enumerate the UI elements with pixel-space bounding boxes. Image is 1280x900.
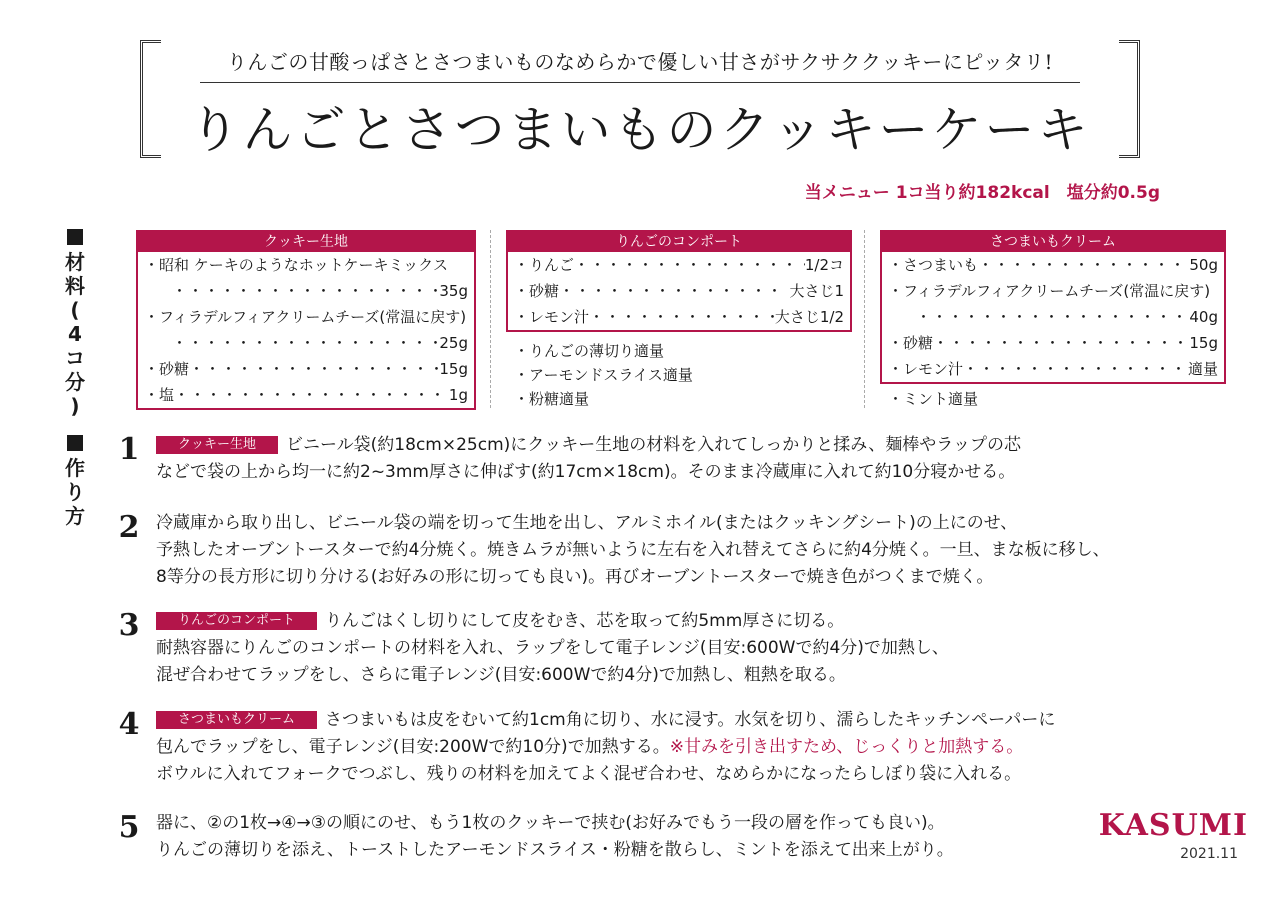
- ingredient-row: ・砂糖 ・・・・・・・・・・・・・・・・・・・・・・・・・・・・・・・・・・・・・・・・・・・・・ 15g: [882, 330, 1224, 356]
- column-divider: [864, 230, 865, 408]
- sweet-potato-cream-heading: さつまいもクリーム: [882, 232, 1224, 252]
- recipe-header: [140, 40, 1140, 160]
- publish-date: 2021.11: [1180, 846, 1238, 862]
- step-number: 3: [118, 608, 140, 643]
- steps-label-text: 作 り 方: [65, 456, 85, 528]
- step-tag: クッキー生地: [156, 436, 278, 454]
- step-number: 5: [118, 810, 140, 845]
- column-divider: [490, 230, 491, 408]
- kasumi-logo: KASUMI: [1098, 808, 1248, 843]
- sweet-potato-cream-box: [880, 230, 1226, 384]
- step-number: 4: [118, 707, 140, 742]
- ingredients-label: [62, 226, 88, 418]
- ingredient-row: ・砂糖 ・・・・・・・・・・・・・・・・・・・・・・・・・・・・・・・・・・・・・・・・・・・・・ 15g: [138, 356, 474, 382]
- step-text: さつまいもクリーム さつまいもは皮をむいて約1cm角に切り、水に浸す。水気を切り、濡らしたキッチンペーパーに 包んでラップをし、電子レンジ(目安:200Wで約10分)で加熱する。※甘みを引き出すため、じっくりと加熱する。 ボウルに入れてフォークでつぶし、残りの材料を加えてよく混ぜ合わせ、なめらかになったらしぼり袋に入れる。: [156, 710, 1056, 784]
- square-bullet-icon: [67, 435, 83, 451]
- ingredient-row: ・塩 ・・・・・・・・・・・・・・・・・・・・・・・・・・・・・・・・・・・・・・・・・・・・・ 1g: [138, 382, 474, 408]
- nutrition-info: 当メニュー 1コ当り約182kcal 塩分約0.5g: [804, 183, 1160, 203]
- ingredient-row: ・フィラデルフィアクリームチーズ(常温に戻す): [888, 282, 1211, 300]
- compote-heading: りんごのコンポート: [508, 232, 850, 252]
- recipe-title: りんごとさつまいものクッキーケーキ: [189, 101, 1091, 159]
- recipe-subtitle: りんごの甘酸っぱさとさつまいものなめらかで優しい甘さがサクサククッキーにピッタリ!: [226, 50, 1054, 74]
- ingredient-row: ・粉糖 適量: [514, 390, 590, 408]
- cookie-dough-box: [136, 230, 476, 410]
- step-text: 冷蔵庫から取り出し、ビニール袋の端を切って生地を出し、アルミホイル(またはクッキングシート)の上にのせ、 予熱したオーブントースターで約4分焼く。焼きムラが無いように左右を入れ替えてさらに約4分焼く。一旦、まな板に移し、 8等分の長方形に切り分ける(お好みの形に切っても良い)。再びオーブントースターで焼き色がつくまで焼く。: [156, 513, 1110, 587]
- step-note: ※甘みを引き出すため、じっくりと加熱する。: [669, 737, 1024, 757]
- ingredient-row: ・ミント 適量: [888, 390, 979, 408]
- ingredient-row: ・昭和 ケーキのようなホットケーキミックス: [144, 256, 449, 274]
- ingredient-row: ・砂糖 ・・・・・・・・・・・・・・・・・・・・・・・・・・・・・・・・・・・・・・・・・・・・・ 大さじ1: [508, 278, 850, 304]
- ingredient-row: ・・・・・・・・・・・・・・・・・・・・・・・・・・・・・・・・・・・・・・・・・・・・・ 25g: [138, 330, 474, 356]
- step-text: クッキー生地 ビニール袋(約18cm×25cm)にクッキー生地の材料を入れてしっかりと揉み、麺棒やラップの芯 などで袋の上から均一に約2~3mm厚さに伸ばす(約17cm×18cm)。そのまま冷蔵庫に入れて約10分寝かせる。: [156, 435, 1021, 482]
- ingredient-row: ・フィラデルフィアクリームチーズ(常温に戻す): [144, 308, 467, 326]
- ingredient-row: ・アーモンドスライス 適量: [514, 366, 693, 384]
- ingredient-row: ・りんご ・・・・・・・・・・・・・・・・・・・・・・・・・・・・・・・・・・・・・・・・・・・・・ 1/2コ: [508, 252, 850, 278]
- step-tag: さつまいもクリーム: [156, 711, 317, 729]
- title-rule: [200, 82, 1080, 83]
- cookie-dough-heading: クッキー生地: [138, 232, 474, 252]
- step-text: 器に、②の1枚→④→③の順にのせ、もう1枚のクッキーで挟む(お好みでもう一段の層を作っても良い)。 りんごの薄切りを添え、トーストしたアーモンドスライス・粉糖を散らし、ミントを添えて出来上がり。: [156, 813, 954, 860]
- ingredients-label-text: 材 料 ( 4 コ 分 ): [65, 250, 85, 418]
- step-text: りんごのコンポート りんごはくし切りにして皮をむき、芯を取って約5mm厚さに切る。 耐熱容器にりんごのコンポートの材料を入れ、ラップをして電子レンジ(目安:600Wで約4分)で加熱し、 混ぜ合わせてラップをし、さらに電子レンジ(目安:600Wで約4分)で加熱し、粗熱を取る。: [156, 611, 949, 685]
- ingredient-row: ・・・・・・・・・・・・・・・・・・・・・・・・・・・・・・・・・・・・・・・・・・・・・ 35g: [138, 278, 474, 304]
- square-bullet-icon: [67, 229, 83, 245]
- ingredient-row: ・りんごの薄切り 適量: [514, 342, 665, 360]
- steps-label: [62, 432, 88, 528]
- step-number: 1: [118, 432, 140, 467]
- ingredient-row: ・さつまいも ・・・・・・・・・・・・・・・・・・・・・・・・・・・・・・・・・・・・・・・・・・・・・ 50g: [882, 252, 1224, 278]
- step-tag: りんごのコンポート: [156, 612, 317, 630]
- ingredient-row: ・レモン汁 ・・・・・・・・・・・・・・・・・・・・・・・・・・・・・・・・・・・・・・・・・・・・・ 適量: [882, 356, 1224, 382]
- step-number: 2: [118, 510, 140, 545]
- compote-box: [506, 230, 852, 332]
- ingredient-row: ・レモン汁 ・・・・・・・・・・・・・・・・・・・・・・・・・・・・・・・・・・・・・・・・・・・・・ 大さじ1/2: [508, 304, 850, 330]
- ingredient-row: ・・・・・・・・・・・・・・・・・・・・・・・・・・・・・・・・・・・・・・・・・・・・・ 40g: [882, 304, 1224, 330]
